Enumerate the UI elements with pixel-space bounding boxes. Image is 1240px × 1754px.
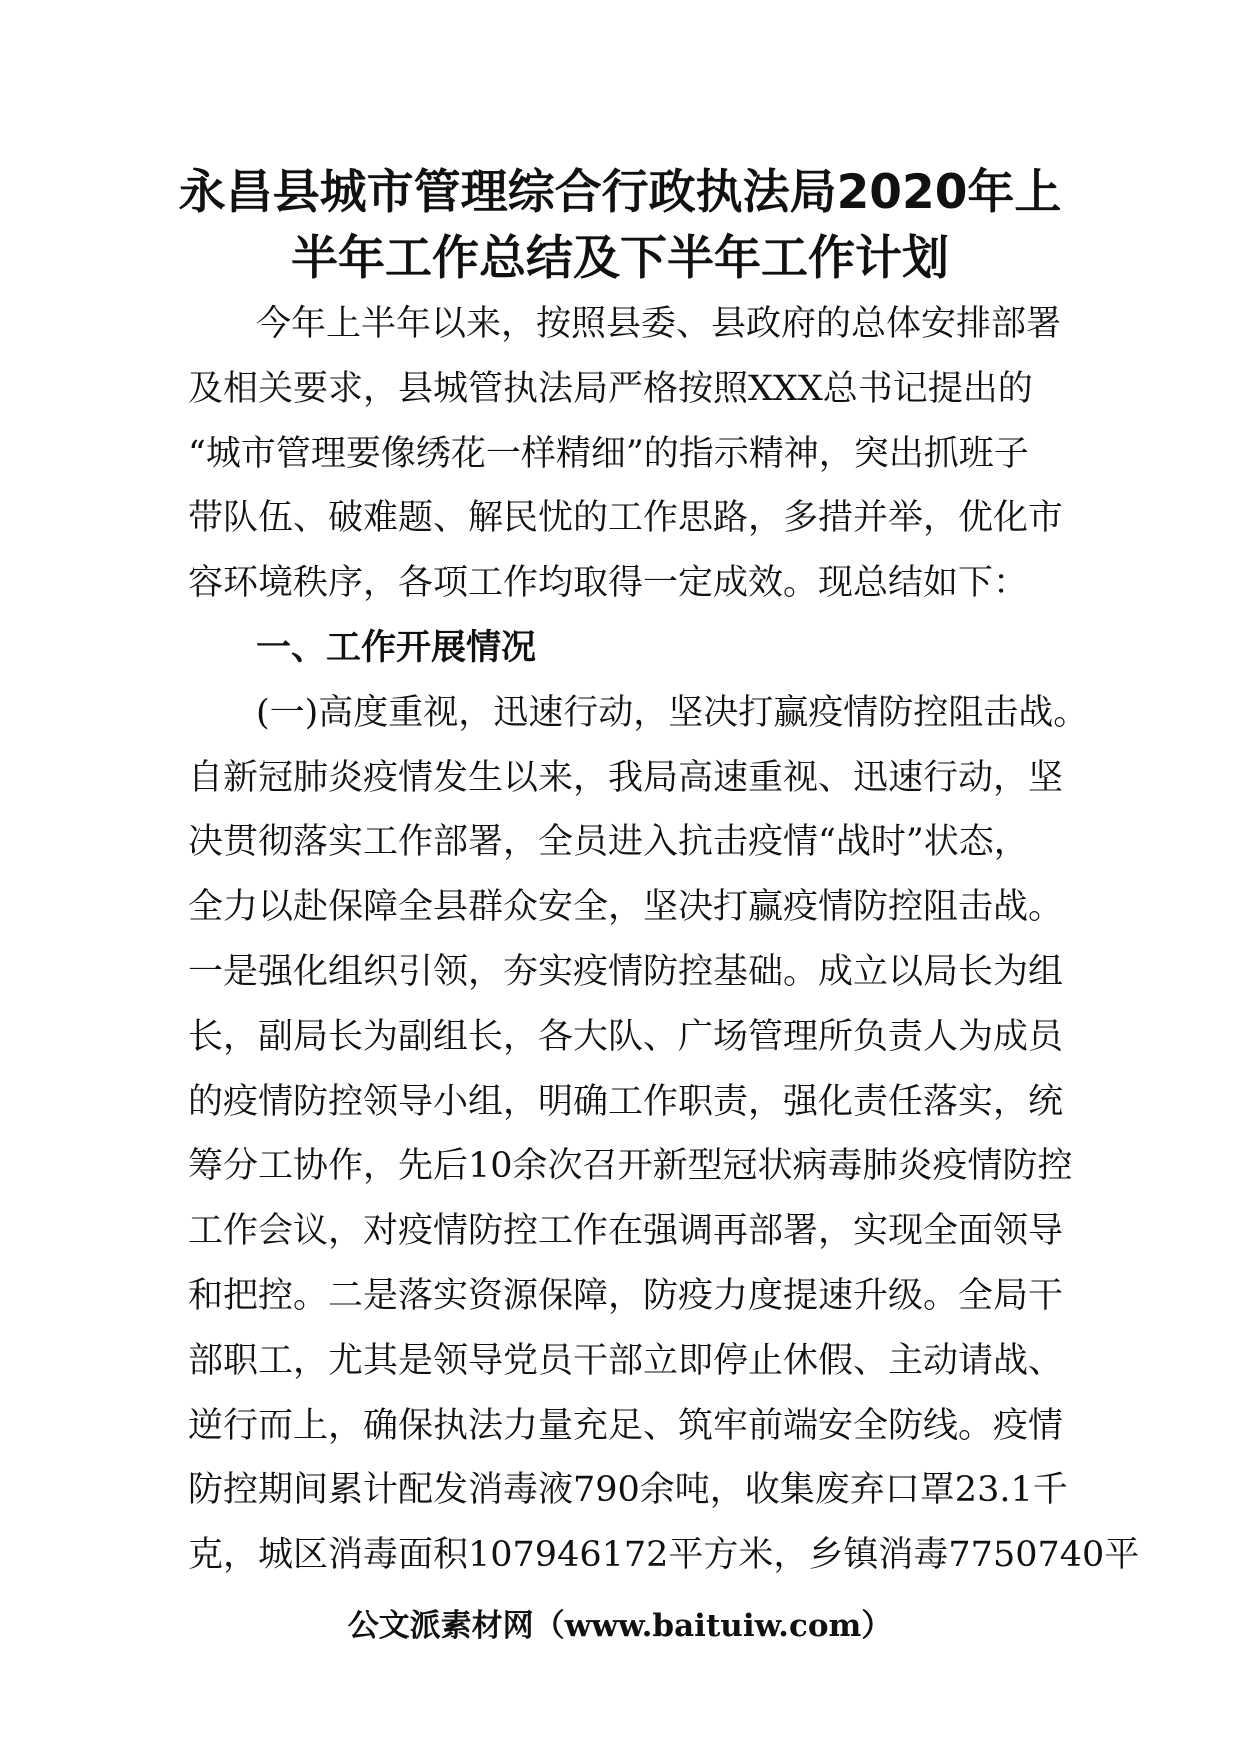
intro-line: 容环境秩序，各项工作均取得一定成效。现总结如下： [188,563,1029,604]
intro-line: 及相关要求，县城管执法局严格按照XXX总书记提出的 [188,368,1033,409]
section-line: 长，副局长为副组长，各大队、广场管理所负责人为成员 [188,1016,1064,1057]
section-line: 自新冠肺炎疫情发生以来，我局高速重视、迅速行动，坚 [188,757,1064,798]
section-line: (一)高度重视，迅速行动，坚决打赢疫情防控阻击战。 [256,692,1089,733]
intro-line: 带队伍、破难题、解民忧的工作思路，多措并举，优化市 [188,498,1064,539]
section-line: 和把控。二是落实资源保障，防疫力度提速升级。全局干 [188,1275,1064,1316]
footer-watermark: 公文派素材网（www.baituiw.com） [347,1608,893,1644]
intro-line: “城市管理要像绣花一样精细”的指示精神，突出抓班子 [188,433,1029,474]
document-body [188,292,1140,1588]
section-line: 逆行而上，确保执法力量充足、筑牢前端安全防线。疫情 [188,1405,1064,1446]
section-heading: 一、工作开展情况 [256,627,537,668]
intro-line: 今年上半年以来，按照县委、县政府的总体安排部署 [256,304,1062,344]
section-line: 决贯彻落实工作部署，全员进入抗击疫情“战时”状态， [188,822,1029,863]
document-title [170,160,1070,292]
section-line: 一是强化组织引领，夯实疫情防控基础。成立以局长为组 [188,951,1064,992]
section-line: 克，城区消毒面积107946172平方米，乡镇消毒7750740平 [188,1535,1140,1576]
section-line: 的疫情防控领导小组，明确工作职责，强化责任落实，统 [188,1081,1064,1122]
title-line-2: 半年工作总结及下半年工作计划 [291,231,949,286]
section-line: 防控期间累计配发消毒液790余吨，收集废弃口罩23.1千 [188,1470,1068,1511]
section-line: 筹分工协作，先后10余次召开新型冠状病毒肺炎疫情防控 [188,1146,1073,1187]
section-line: 部职工，尤其是领导党员干部立即停止休假、主动请战、 [188,1340,1064,1381]
section-line: 工作会议，对疫情防控工作在强调再部署，实现全面领导 [188,1211,1064,1252]
title-line-1: 永昌县城市管理综合行政执法局2020年上 [178,165,1062,220]
section-line: 全力以赴保障全县群众安全，坚决打赢疫情防控阻击战。 [188,887,1064,928]
